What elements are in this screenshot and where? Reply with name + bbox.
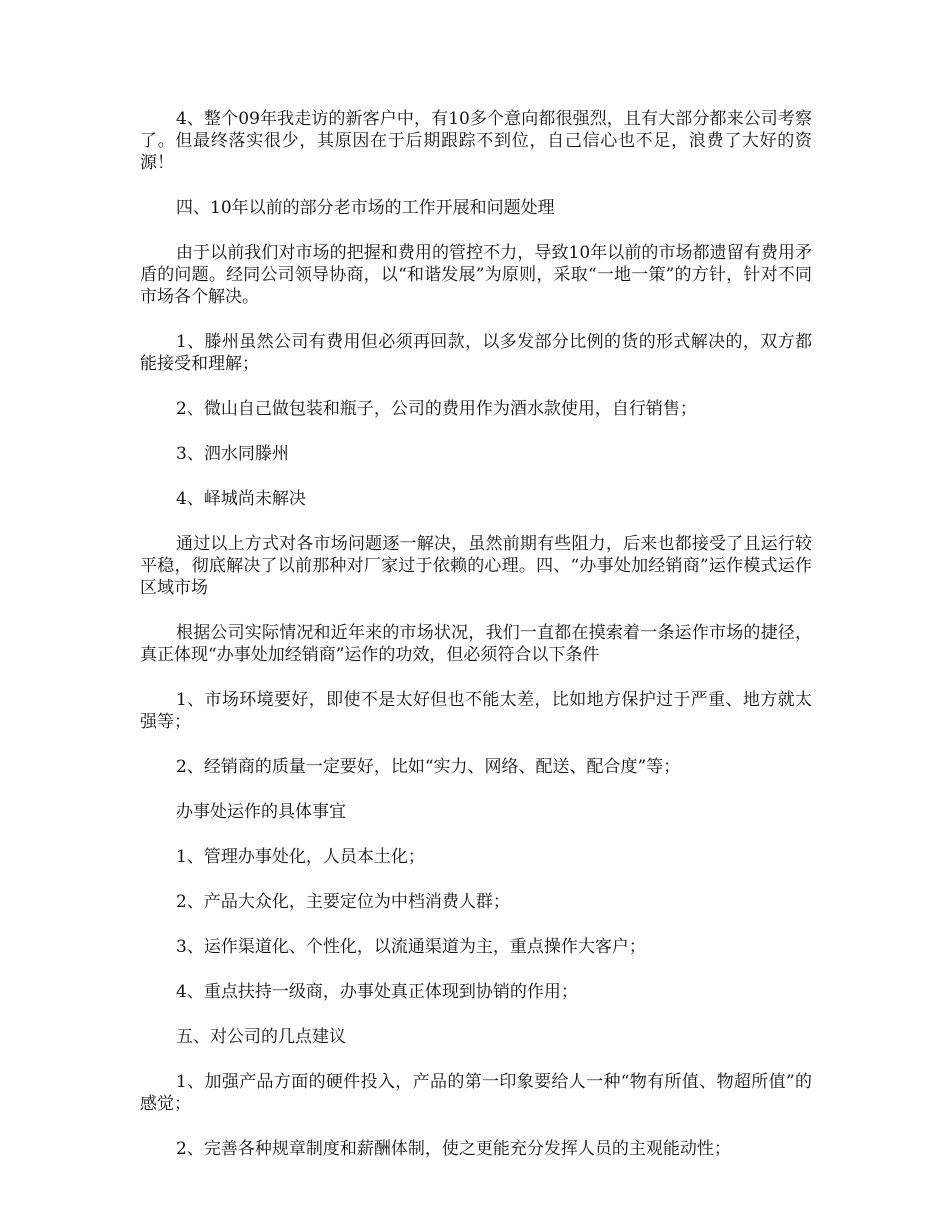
office-item-3: 3、运作渠道化、个性化，以流通渠道为主，重点操作大客户；	[176, 937, 646, 957]
suggestion-item-1: 1、加强产品方面的硬件投入，产品的第一印象要给人一种“物有所值、物超所值”的感觉；	[140, 1072, 812, 1114]
list-item-weishan: 2、微山自己做包装和瓶子，公司的费用作为酒水款使用，自行销售；	[176, 399, 697, 419]
office-item-1: 1、管理办事处化，人员本土化；	[176, 847, 425, 867]
paragraph-3: 由于以前我们对市场的把握和费用的管控不力，导致10年以前的市场都遗留有费用矛盾的问题。经同公司领导协商，以“和谐发展”为原则，采取“一地一策”的方针，针对不同市场各个解决。	[140, 243, 812, 307]
condition-item-1: 1、市场环境要好，即使不是太好但也不能太差，比如地方保护过于严重、地方就太强等；	[140, 690, 812, 732]
paragraph-9: 根据公司实际情况和近年来的市场状况，我们一直都在摸索着一条运作市场的捷径，真正体现“办事处加经销商”运作的功效，但必须符合以下条件	[140, 623, 812, 665]
list-item-tengzhou: 1、滕州虽然公司有费用但必须再回款，以多发部分比例的货的形式解决的，双方都能接受和理解；	[140, 332, 812, 374]
document-body	[140, 108, 812, 1183]
section-heading-5: 五、对公司的几点建议	[176, 1027, 346, 1047]
condition-item-2: 2、经销商的质量一定要好，比如“实力、网络、配送、配合度”等；	[176, 757, 681, 777]
list-item-sishui: 3、泗水同滕州	[176, 444, 289, 464]
office-item-2: 2、产品大众化，主要定位为中档消费人群；	[176, 892, 510, 912]
subheading-office-matters: 办事处运作的具体事宜	[176, 802, 346, 822]
suggestion-item-2: 2、完善各种规章制度和薪酬体制，使之更能充分发挥人员的主观能动性；	[176, 1139, 731, 1159]
office-item-4: 4、重点扶持一级商，办事处真正体现到协销的作用；	[176, 982, 578, 1002]
paragraph-8: 通过以上方式对各市场问题逐一解决，虽然前期有些阻力，后来也都接受了且运行较平稳，彻底解决了以前那种对厂家过于依赖的心理。四、“办事处加经销商”运作模式运作区域市场	[140, 534, 812, 598]
section-heading-4: 四、10年以前的部分老市场的工作开展和问题处理	[176, 198, 555, 218]
list-item-yicheng: 4、峄城尚未解决	[176, 489, 306, 509]
paragraph-1: 4、整个09年我走访的新客户中，有10多个意向都很强烈，且有大部分都来公司考察了。但最终落实很少，其原因在于后期跟踪不到位，自己信心也不足，浪费了大好的资源！	[140, 109, 812, 173]
